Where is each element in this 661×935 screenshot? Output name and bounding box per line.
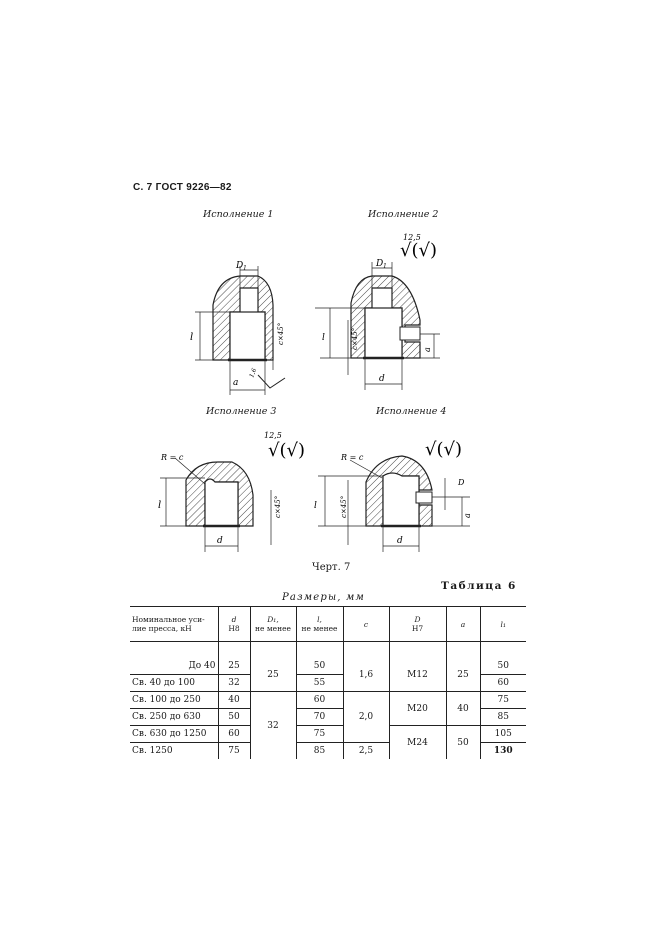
- v3-R-label: R = c: [161, 453, 184, 462]
- header-a: a: [446, 607, 480, 642]
- figure-caption: Черт. 7: [312, 562, 351, 573]
- v4-D-label: D: [458, 478, 465, 487]
- v1-chamfer: c×45°: [277, 322, 285, 345]
- v1-rough-small: 1,6: [248, 367, 259, 379]
- v1-D1-label: D: [236, 261, 244, 271]
- v2-D1-sub: 1: [383, 263, 387, 270]
- table-row: Св. 100 до 250 40 32 60 2,0 M20 40 75: [130, 692, 526, 709]
- v3-l-label: l: [158, 500, 162, 511]
- v3-d-label: d: [217, 536, 223, 546]
- variant-2-label: Исполнение 2: [368, 209, 439, 220]
- v4-a-label: a: [463, 513, 472, 518]
- variant-4-drawing: [314, 439, 472, 552]
- header-D: D H7: [389, 607, 446, 642]
- header-c: c: [343, 607, 389, 642]
- v3-chamfer: c×45°: [274, 495, 282, 518]
- table-row: Св. 1250 75 85 2,5 130: [130, 743, 526, 760]
- v1-D1-sub: 1: [243, 265, 247, 272]
- table-label: Таблица 6: [441, 580, 517, 592]
- v4-d-label: d: [397, 536, 403, 546]
- header-force: Номинальное уси-лие пресса, кН: [130, 607, 218, 642]
- table-row: Св. 630 до 1250 60 75 M24 50 105: [130, 726, 526, 743]
- v2-rough-val: 12,5: [403, 233, 421, 242]
- table-header-row: [130, 607, 526, 642]
- variant-2-drawing: [315, 233, 440, 390]
- variant-4-label: Исполнение 4: [376, 406, 447, 417]
- header-l1: l₁: [480, 607, 526, 642]
- variant-3-label: Исполнение 3: [206, 406, 277, 417]
- v2-d-label: d: [379, 374, 385, 384]
- variant-1-drawing: [190, 261, 285, 395]
- v2-a-label: a: [423, 347, 432, 352]
- table-row: Св. 250 до 630 50 70 85: [130, 709, 526, 726]
- v2-chamfer: c×45°: [351, 327, 359, 350]
- dimensions-table: [130, 606, 526, 759]
- table-row: До 40 25 25 50 1,6 M12 25 50: [130, 658, 526, 675]
- v2-l1-label: l: [322, 333, 325, 343]
- v3-rough-mark: √(√): [268, 440, 305, 461]
- v2-rough-mark: √(√): [400, 240, 437, 261]
- v4-R-label: R = c: [341, 453, 364, 462]
- page-header: С. 7 ГОСТ 9226—82: [133, 182, 232, 193]
- v1-a-label: a: [233, 378, 239, 388]
- table-title: Размеры, мм: [282, 592, 366, 603]
- v4-rough-mark: √(√): [425, 439, 462, 460]
- v4-chamfer: c×45°: [340, 495, 348, 518]
- header-l: l, не менее: [296, 607, 343, 642]
- header-d: d H8: [218, 607, 250, 642]
- v4-l1-label: l: [314, 501, 317, 511]
- v3-rough-val: 12,5: [264, 431, 282, 440]
- variant-3-drawing: [158, 431, 305, 552]
- v1-l-label: l: [190, 332, 194, 343]
- header-D1: D₁, не менее: [250, 607, 296, 642]
- variant-1-label: Исполнение 1: [203, 209, 274, 220]
- v2-D1-label: D: [376, 259, 384, 269]
- table-row: Св. 40 до 100 32 55 60: [130, 675, 526, 692]
